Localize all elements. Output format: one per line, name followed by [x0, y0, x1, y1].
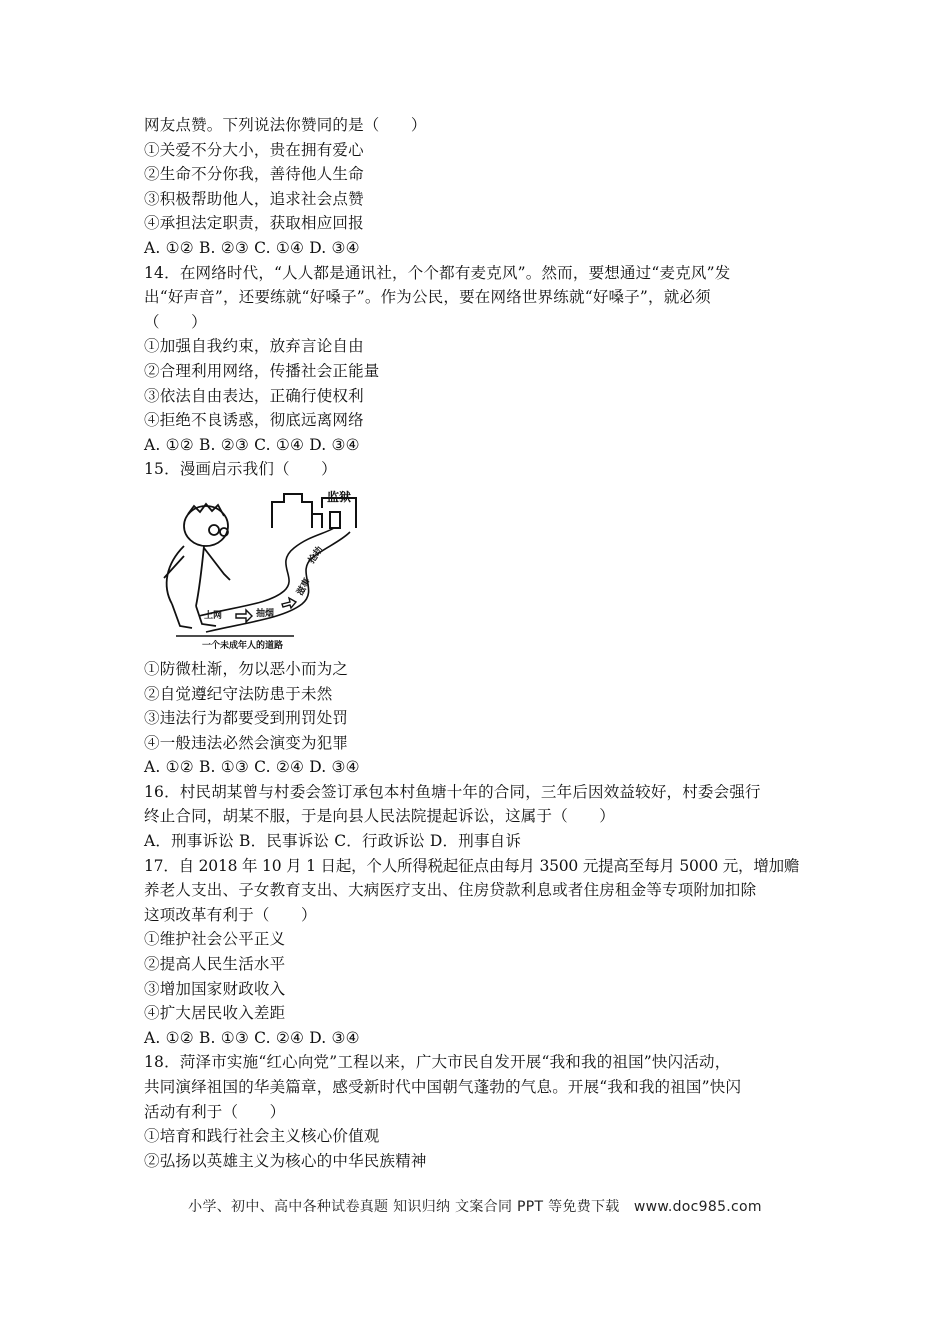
answer-choices: A．刑事诉讼 B．民事诉讼 C．行政诉讼 D．刑事自诉: [144, 832, 522, 851]
answer-choices: A. ①② B. ②③ C. ①④ D. ③④: [144, 238, 360, 257]
cartoon-illustration: [144, 486, 374, 651]
option-3: ③增加国家财政收入: [144, 979, 286, 998]
answer-choices: A. ①② B. ①③ C. ②④ D. ③④: [144, 1028, 360, 1047]
question-14: [144, 261, 809, 458]
exam-page: [144, 113, 809, 1173]
road-step-1: 上网: [204, 610, 223, 621]
cartoon-caption: 一个未成年人的道路: [202, 640, 284, 651]
option-2: ②弘扬以英雄主义为核心的中华民族精神: [144, 1151, 427, 1170]
question-17: [144, 854, 809, 1051]
option-4: ④扩大居民收入差距: [144, 1004, 286, 1023]
question-stem-line: 这项改革有利于（ ）: [144, 905, 317, 924]
road-step-3: 滋事: [295, 576, 314, 598]
road-step-2: 抽烟: [256, 608, 275, 619]
question-stem-line: 终止合同，胡某不服，于是向县人民法院提起诉讼，这属于（ ）: [144, 807, 616, 826]
option-2: ②提高人民生活水平: [144, 955, 286, 974]
question-stem-line: 14．在网络时代，“人人都是通讯社，个个都有麦克风”。然而，要想通过“麦克风”发: [144, 263, 731, 282]
cartoon-drawing: [144, 486, 374, 651]
option-4: ④一般违法必然会演变为犯罪: [144, 733, 349, 752]
question-stem-line: 共同演绎祖国的华美篇章，感受新时代中国朝气蓬勃的气息。开展“我和我的祖国”快闪: [144, 1078, 742, 1096]
question-18: [144, 1050, 809, 1173]
question-15: [144, 457, 809, 780]
page-footer: 小学、初中、高中各种试卷真题 知识归纳 文案合同 PPT 等免费下载 www.doc985.com: [188, 1199, 762, 1215]
option-4: ④拒绝不良诱惑，彻底远离网络: [144, 411, 364, 430]
option-2: ②生命不分你我，善待他人生命: [144, 165, 364, 184]
question-stem-line: （ ）: [144, 312, 207, 331]
question-stem-line: 活动有利于（ ）: [144, 1102, 286, 1121]
question-13: [144, 113, 809, 261]
option-1: ①防微杜渐，勿以恶小而为之: [144, 659, 349, 678]
option-1: ①关爱不分大小，贵在拥有爱心: [144, 140, 364, 159]
option-2: ②自觉遵纪守法防患于未然: [144, 684, 333, 703]
option-1: ①加强自我约束，放弃言论自由: [144, 337, 364, 356]
option-3: ③积极帮助他人，追求社会点赞: [144, 189, 364, 208]
answer-choices: A. ①② B. ②③ C. ①④ D. ③④: [144, 435, 360, 454]
question-stem-line: 养老人支出、子女教育支出、大病医疗支出、住房贷款利息或者住房租金等专项附加扣除: [144, 881, 757, 900]
question-stem-line: 17．自 2018 年 10 月 1 日起，个人所得税起征点由每月 3500 元提高至每月 5000 元，增加赡: [144, 856, 800, 875]
prison-sign: 监狱: [327, 489, 352, 504]
question-stem-line: 18．菏泽市实施“红心向党”工程以来，广大市民自发开展“我和我的祖国”快闪活动，: [144, 1053, 731, 1072]
option-2: ②合理利用网络，传播社会正能量: [144, 361, 380, 380]
option-1: ①维护社会公平正义: [144, 930, 286, 949]
question-stem-line: 16．村民胡某曾与村委会签订承包本村鱼塘十年的合同，三年后因效益较好，村委会强行: [144, 782, 761, 801]
question-stem-line: 出“好声音”，还要练就“好嗓子”。作为公民，要在网络世界练就“好嗓子”，就必须: [144, 288, 711, 307]
question-16: [144, 780, 809, 854]
option-3: ③依法自由表达，正确行使权利: [144, 386, 364, 405]
option-3: ③违法行为都要受到刑罚处罚: [144, 709, 349, 728]
option-1: ①培育和践行社会主义核心价值观: [144, 1127, 380, 1146]
answer-choices: A. ①② B. ①③ C. ②④ D. ③④: [144, 758, 360, 777]
option-4: ④承担法定职责，获取相应回报: [144, 214, 364, 233]
question-stem: 15．漫画启示我们（ ）: [144, 460, 337, 479]
question-stem: 网友点赞。下列说法你赞同的是（ ）: [144, 116, 427, 134]
road-step-4: 抢劫: [306, 545, 326, 566]
